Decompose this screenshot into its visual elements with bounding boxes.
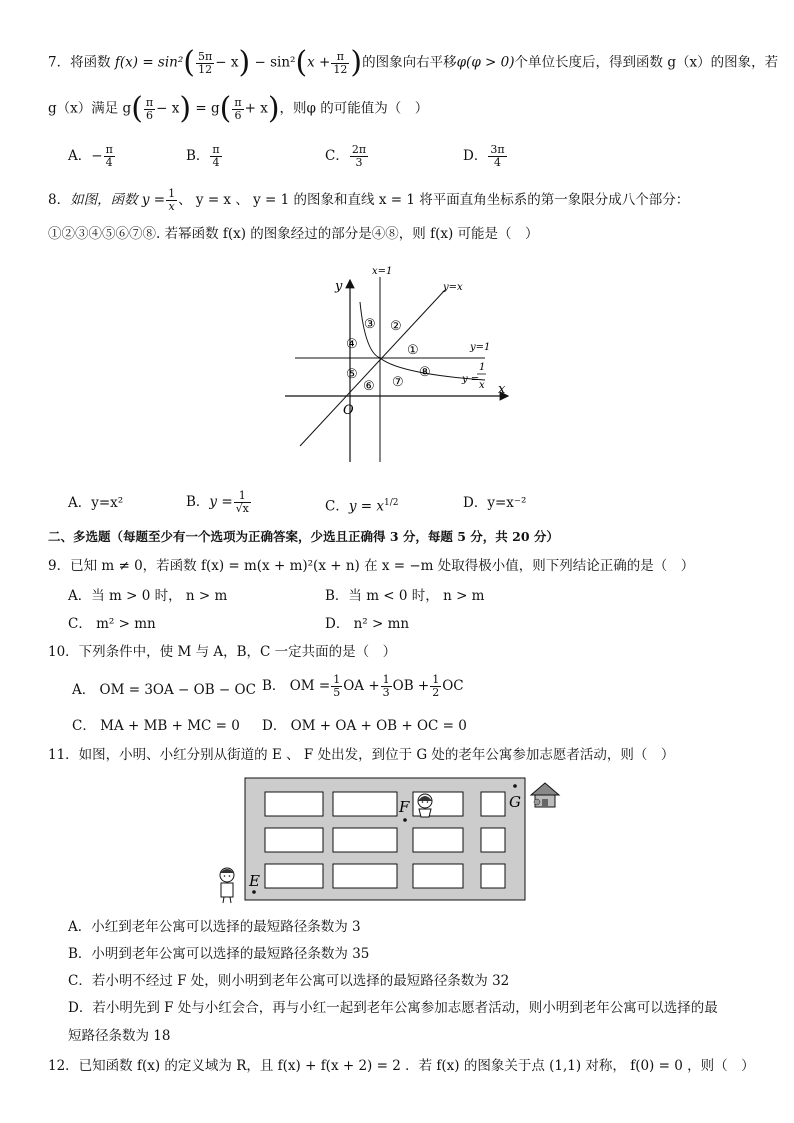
label-e: E: [249, 872, 260, 890]
q11-option-a[interactable]: A．小红到老年公寓可以选择的最短路径条数为 3: [68, 919, 361, 935]
label-y-frac: y =: [462, 374, 480, 385]
q9-option-c[interactable]: C． m² > mn: [68, 616, 156, 632]
q10-option-d[interactable]: D． OM + OA + OB + OC = 0: [262, 718, 467, 734]
q11-option-c[interactable]: C．若小明不经过 F 处，则小明到老年公寓可以选择的最短路径条数为 32: [68, 973, 510, 989]
label-yx: y=x: [443, 282, 463, 293]
boy-icon: [220, 868, 234, 903]
q12-text: 12．已知函数 f(x) 的定义域为 R，且 f(x) + f(x + 2) = 2 ．若 f(x) 的图象关于点 (1,1) 对称， f(0) = 0 ，则（ ）: [48, 1058, 755, 1074]
q9-option-b[interactable]: B．当 m < 0 时， n > m: [325, 588, 485, 604]
q10-option-a[interactable]: A． OM = 3OA − OB − OC: [72, 682, 256, 698]
q7-option-c[interactable]: C． $\frac{2\pi}{3}$: [325, 143, 367, 169]
q9-option-d[interactable]: D． n² > mn: [325, 616, 410, 632]
svg-text:x: x: [479, 380, 485, 391]
label-o: O: [343, 403, 354, 418]
label-x1: x=1: [372, 266, 393, 277]
q8-option-d[interactable]: D．y=x⁻²: [463, 495, 527, 511]
q10-option-c[interactable]: C． MA + MB + MC = 0: [72, 718, 240, 734]
q9-text: 9．已知 m ≠ 0，若函数 f(x) = m(x + m)²(x + n) 在 x = −m 处取得极小值，则下列结论正确的是（ ）: [48, 558, 695, 574]
q11-text: 11．如图，小明、小红分别从街道的 E 、 F 处出发，到位于 G 处的老年公寓参加志愿者活动，则（ ）: [48, 747, 675, 763]
region-6: ⑥: [363, 379, 375, 394]
q11-option-d[interactable]: D．若小明先到 F 处与小红会合，再与小红一起到老年公寓参加志愿者活动，则小明到老年公寓可以选择的最: [68, 1000, 718, 1016]
q7-option-d[interactable]: D． $\frac{3\pi}{4}$: [463, 143, 505, 169]
q8-option-c[interactable]: C．$y = x^{1/2}$: [325, 498, 399, 515]
q11-option-d-cont: 短路径条数为 18: [68, 1028, 171, 1044]
q8-figure: [280, 262, 520, 467]
label-f: F: [399, 798, 410, 816]
region-3: ③: [364, 317, 376, 332]
region-7: ⑦: [392, 375, 404, 390]
section-heading: 二、多选题（每题至少有一个选项为正确答案，少选且正确得 3 分，每题 5 分，共 20 分）: [48, 529, 559, 544]
q10-option-b[interactable]: B． OM = $\frac{1}{5}$ OA + $\frac{1}{3}$ OB + $\frac{1}{2}$ OC: [262, 673, 464, 699]
q9-option-a[interactable]: A．当 m > 0 时， n > m: [68, 588, 228, 604]
girl-icon: [418, 794, 432, 817]
apartment-icon: [531, 783, 559, 807]
region-5: ⑤: [346, 367, 358, 382]
region-2: ②: [390, 319, 402, 334]
q7-line2: g（x）满足 g( $\frac{\pi}{6}$ − x) = g( $\frac{\pi}{6}$ + x)，则φ 的可能值为（ ）: [48, 91, 429, 126]
svg-text:1: 1: [479, 362, 486, 373]
label-y1: y=1: [470, 342, 491, 353]
q11-option-b[interactable]: B．小明到老年公寓可以选择的最短路径条数为 35: [68, 946, 370, 962]
region-4: ④: [346, 337, 358, 352]
q7-line1: 7．将函数 f(x) = sin²( $\frac{5\pi}{12}$ − x) − sin²(x + $\frac{\pi}{12}$ )的图象向右平移φ(φ > 0)个单位长度后，得到函数 g（x）的图象，若: [48, 45, 779, 80]
region-8: ⑧: [419, 365, 431, 380]
label-g: G: [509, 793, 521, 811]
q7-option-b[interactable]: B． $\frac{\pi}{4}$: [186, 143, 220, 169]
q8-line2: ①②③④⑤⑥⑦⑧. 若幂函数 f(x) 的图象经过的部分是④⑧，则 f(x) 可能是（ ）: [48, 226, 539, 242]
q8-option-b[interactable]: B．y = $\frac{1}{√x}$: [186, 489, 249, 515]
q11-figure: [215, 775, 575, 905]
q7-option-a[interactable]: A．− $\frac{\pi}{4}$: [68, 143, 113, 169]
q8-line1: 8．如图，函数 y = $\frac{1}{x}$ 、 y = x 、 y = 1 的图象和直线 x = 1 将平面直角坐标系的第一象限分成八个部分：: [48, 187, 690, 213]
q7-number: 7．: [48, 54, 71, 71]
label-x: x: [498, 382, 506, 397]
q8-option-a[interactable]: A．y=x²: [68, 495, 124, 511]
region-1: ①: [407, 343, 419, 358]
q10-text: 10．下列条件中，使 M 与 A，B，C 一定共面的是（ ）: [48, 644, 397, 660]
label-y: y: [335, 279, 343, 294]
